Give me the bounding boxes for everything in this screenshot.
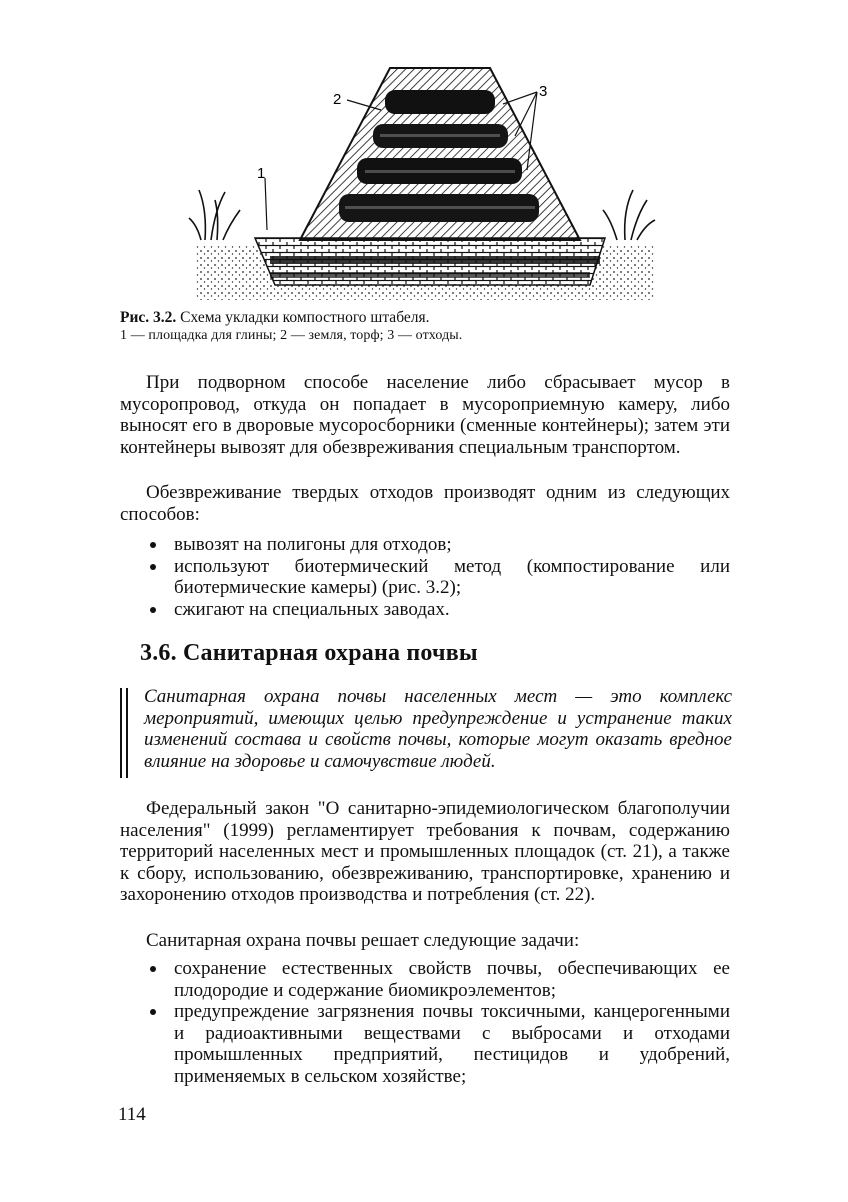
definition-bar-right <box>126 688 128 778</box>
figure-caption <box>120 309 720 345</box>
label-3: 3 <box>539 83 548 100</box>
label-2: 2 <box>333 91 342 108</box>
bullet-icon <box>150 1009 156 1015</box>
definition-text: Санитарная охрана почвы населенных мест — это комплекс мероприятий, имеющих целью предупреждение и устранение таких изменений состава и свойств почвы, которые могут оказать вредное влияние на здоровье и самочувствие людей. <box>144 686 732 772</box>
caption-number: Рис. 3.2. <box>120 309 177 326</box>
compost-pile-diagram <box>185 60 665 305</box>
methods-list <box>120 534 730 620</box>
bullet-icon <box>150 542 156 548</box>
list-item-text: используют биотермический метод (компостирование или биотермические камеры) (рис. 3.2); <box>174 555 730 598</box>
list-item <box>120 1001 730 1087</box>
bullet-icon <box>150 564 156 570</box>
list-item <box>120 958 730 1001</box>
list-item <box>120 599 730 621</box>
bullet-icon <box>150 966 156 972</box>
tasks-list <box>120 958 730 1087</box>
caption-title: Схема укладки компостного штабеля. <box>180 309 430 326</box>
paragraph-collection: При подворном способе население либо сбрасывает мусор в мусоропровод, откуда он попадает в мусороприемную камеру, либо выносят его в дворовые мусоросборники (сменные контейнеры); затем эти контейнеры вывозят для обезвреживания специальным транспортом. <box>120 372 730 458</box>
grass-left <box>189 190 240 240</box>
paragraph-tasks-intro: Санитарная охрана почвы решает следующие задачи: <box>146 930 580 951</box>
section-heading: 3.6. Санитарная охрана почвы <box>140 640 478 666</box>
list-item-text: вывозят на полигоны для отходов; <box>174 534 452 555</box>
list-item <box>120 534 730 556</box>
list-item-text: сжигают на специальных заводах. <box>174 598 450 620</box>
bullet-icon <box>150 607 156 613</box>
definition-bar-left <box>120 688 122 778</box>
caption-title-line <box>120 309 720 327</box>
paragraph-federal-law: Федеральный закон "О санитарно-эпидемиологическом благополучии населения" (1999) регламентирует требования к почвам, содержанию территорий населенных мест и промышленных площадок (ст. 21), а также к сбору, использованию, обезвреживанию, транспортировке, хранению и захоронению отходов производства и потребления (ст. 22). <box>120 798 730 905</box>
list-item <box>120 556 730 599</box>
compost-pile-figure <box>185 60 665 305</box>
paragraph-methods-intro: Обезвреживание твердых отходов производят одним из следующих способов: <box>120 482 730 525</box>
definition-box <box>120 686 732 780</box>
grass-right <box>603 190 655 240</box>
list-item-text: предупреждение загрязнения почвы токсичными, канцерогенными и радиоактивными веществами с выбросами и отходами промышленных предприятий, пестицидов и удобрений, применяемых в сельском хозяйстве; <box>174 1001 730 1087</box>
page-number: 114 <box>118 1104 146 1125</box>
list-item-text: сохранение естественных свойств почвы, обеспечивающих ее плодородие и содержание биомикроэлементов; <box>174 958 730 1001</box>
caption-legend: 1 — площадка для глины; 2 — земля, торф; 3 — отходы. <box>120 328 463 343</box>
label-1: 1 <box>257 165 266 182</box>
